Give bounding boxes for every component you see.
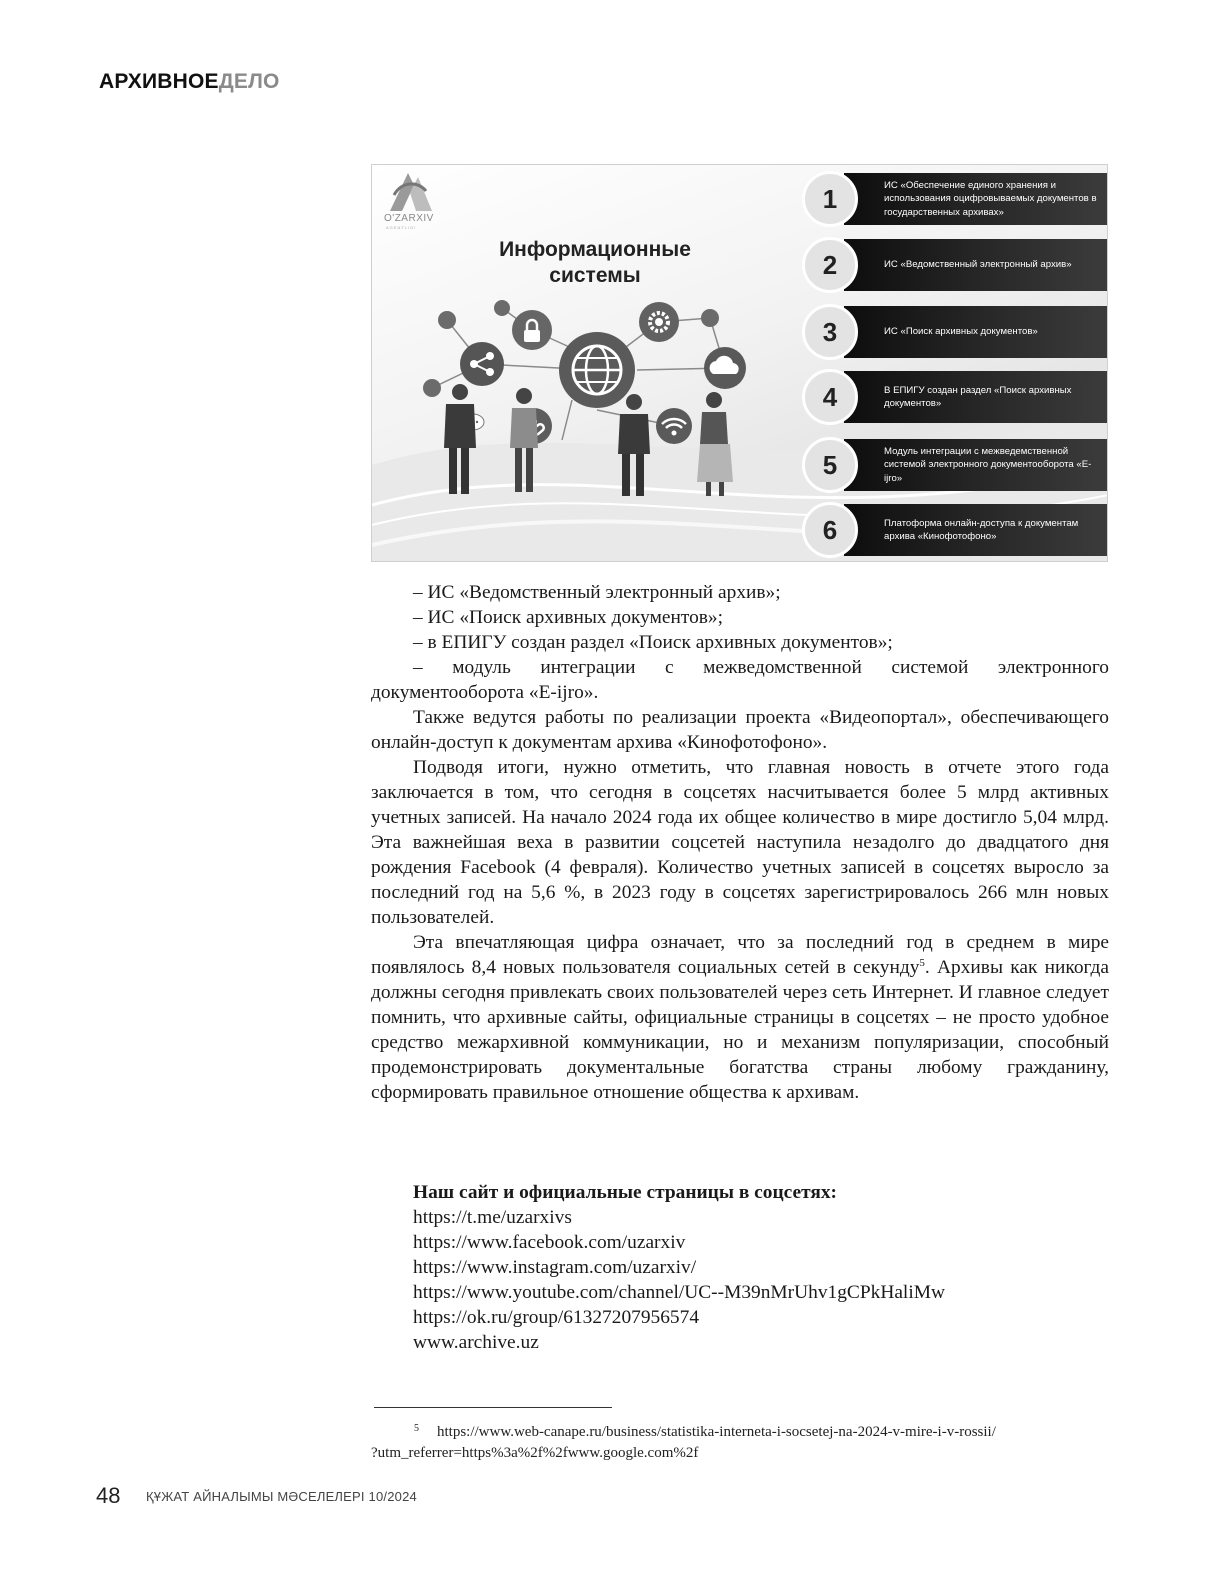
person-figure [618,394,650,496]
logo-name: O'ZARXIV [384,213,434,224]
item-text: Модуль интеграции с межведемственной системой электронного документооборота «E-ijro» [884,445,1092,484]
link-facebook[interactable]: https://www.facebook.com/uzarxiv [413,1232,686,1253]
paragraph: Также ведутся работы по реализации проекта «Видеопортал», обеспечивающего онлайн-доступ к документам архива «Кинофотофоно». [371,707,1109,753]
paragraph-text: . Архивы как никогда должны сегодня привлекать своих пользователей через сеть Интернет. И главное следует помнить, что архивные сайты, официальные страницы в соцсетях – не просто удобное средство межархивной коммуникации, но и механизм популяризации, способный продемонстрировать документальные богатства страны любому гражданину, сформировать правильное отношение общества к архивам. [371,957,1109,1103]
list-item: – модуль интеграции с межведомственной системой электронного документооборота «E-ijro». [371,657,1109,703]
link-instagram[interactable]: https://www.instagram.com/uzarxiv/ [413,1257,697,1278]
slide-title-line2: системы [549,264,641,287]
link-telegram[interactable]: https://t.me/uzarxivs [413,1207,572,1228]
info-system-item [802,501,1108,557]
share-icon [460,342,504,386]
item-number: 4 [802,369,858,425]
info-system-item [802,170,1108,226]
journal-title: ҚҰЖАТ АЙНАЛЫМЫ МӘСЕЛЕЛЕРІ 10/2024 [146,1489,417,1504]
lock-icon [512,310,552,350]
footnote-ref[interactable]: 5 [919,957,925,969]
slide-title [460,237,730,289]
info-system-item [802,436,1108,492]
list-item: – ИС «Ведомственный электронный архив»; [413,582,781,603]
info-system-item [802,368,1108,424]
item-number: 6 [802,502,858,558]
item-text: Платоформа онлайн-доступа к документам архива «Кинофотофоно» [884,517,1079,542]
links-heading: Наш сайт и официальные страницы в соцсетях: [413,1182,837,1203]
footnote-number: 5 [414,1423,419,1434]
list-item: – в ЕПИГУ создан раздел «Поиск архивных документов»; [413,632,893,653]
social-links [413,1180,945,1355]
footnote-url-continued[interactable]: ?utm_referrer=https%3a%2f%2fwww.google.com%2f [371,1445,699,1461]
list-item: – ИС «Поиск архивных документов»; [413,607,724,628]
info-system-item [802,236,1108,292]
item-number: 2 [802,237,858,293]
item-text: ИС «Обеспечение единого хранения и использования оцифровываемых документов в государственных архивах» [884,179,1097,218]
link-youtube[interactable]: https://www.youtube.com/channel/UC--M39nMrUhv1gCPkHaliMw [413,1282,945,1303]
info-system-item [802,303,1108,359]
article-body [371,580,1109,1105]
item-number: 1 [802,171,858,227]
footnote-url[interactable]: https://www.web-canape.ru/business/statistika-interneta-i-socsetej-na-2024-v-mire-i-v-rossii/ [437,1424,996,1440]
person-figure [510,388,538,492]
section-header-part2: ДЕЛО [218,70,280,93]
cloud-icon [704,347,746,389]
link-ok[interactable]: https://ok.ru/group/61327207956574 [413,1307,700,1328]
info-systems-slide [371,164,1108,562]
section-header-part1: АРХИВНОЕ [99,70,219,93]
wifi-icon [656,408,692,444]
paragraph [371,930,1109,1105]
person-figure [444,384,476,494]
ozarxiv-logo-icon [380,167,440,215]
page-number: 48 [96,1483,121,1508]
item-number: 3 [802,304,858,360]
footnote [371,1418,1111,1464]
footnote-line1 [371,1418,1111,1443]
globe-icon [559,332,635,408]
item-number: 5 [802,437,858,493]
footnote-divider [374,1407,612,1408]
paragraph-text: Эта впечатляющая цифра означает, что за последний год в среднем в мире появлялось 8,4 новых пользователя социальных сетей в секунду [371,932,1109,978]
item-text: В ЕПИГУ создан раздел «Поиск архивных документов» [884,384,1072,409]
logo-subtitle: AGENTLIGI [386,225,417,230]
section-header [99,70,280,94]
link-website[interactable]: www.archive.uz [413,1332,539,1353]
person-figure [697,392,733,496]
gear-icon [639,302,679,342]
network-illustration [412,300,772,560]
paragraph: Подводя итоги, нужно отметить, что главная новость в отчете этого года заключается в том, что сегодня в соцсетях насчитывается более 5 млрд активных учетных записей. На начало 2024 года их общее количество в мире достигло 5,04 млрд. Эта важнейшая веха в развитии соцсетей наступила незадолго до двадцатого дня рождения Facebook (4 февраля). Количество учетных записей в соцсетях выросло за последний год на 5,6 %, в 2023 году в соцсетях зарегистрировалось 266 млн новых пользователей. [371,757,1109,928]
item-text: ИС «Ведомственный электронный архив» [884,259,1072,271]
slide-title-line1: Информационные [499,238,691,261]
item-text: ИС «Поиск архивных документов» [884,326,1038,338]
